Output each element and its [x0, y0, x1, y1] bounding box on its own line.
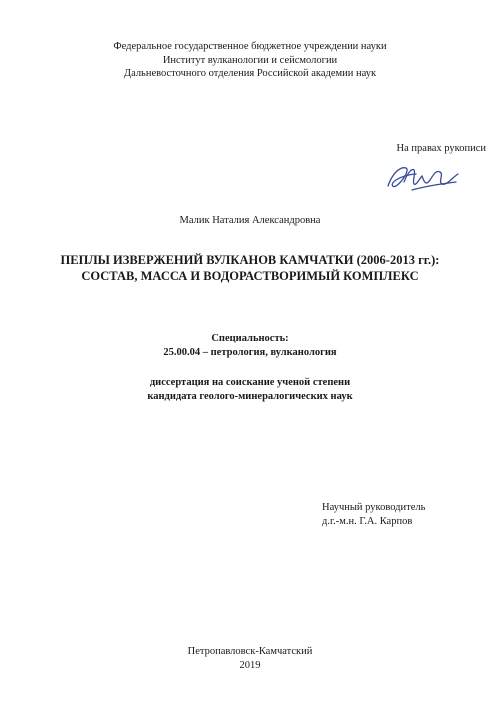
- year: 2019: [239, 659, 261, 671]
- degree-line-2: кандидата геолого-минералогических наук: [147, 390, 353, 402]
- supervisor-block: [322, 501, 425, 529]
- signature-icon: [382, 160, 462, 194]
- org-line-2: Институт вулканологии и сейсмологии: [162, 54, 338, 66]
- manuscript-rights-note: На правах рукописи: [396, 143, 486, 154]
- organization-header: [0, 40, 500, 81]
- title-line-2: СОСТАВ, МАССА И ВОДОРАСТВОРИМЫЙ КОМПЛЕКС: [81, 269, 419, 283]
- city-name: Петропавловск-Камчатский: [187, 646, 313, 657]
- supervisor-label: Научный руководитель: [322, 502, 426, 513]
- org-line-3: Дальневосточного отделения Российской академии наук: [123, 68, 377, 79]
- specialty-value: 25.00.04 – петрология, вулканология: [163, 346, 337, 358]
- title-line-1: ПЕПЛЫ ИЗВЕРЖЕНИЙ ВУЛКАНОВ КАМЧАТКИ (2006-2013 гг.):: [60, 253, 440, 267]
- author-name: Малик Наталия Александровна: [179, 215, 321, 226]
- specialty-block: [0, 332, 500, 359]
- specialty-label: Специальность:: [211, 333, 289, 344]
- thesis-title: [0, 252, 500, 284]
- supervisor-name: д.г.-м.н. Г.А. Карпов: [322, 516, 413, 527]
- degree-line-1: диссертация на соискание ученой степени: [149, 377, 351, 388]
- place-and-year: [0, 645, 500, 672]
- degree-statement: [0, 376, 500, 403]
- org-line-1: Федеральное государственное бюджетное учреждении науки: [113, 41, 387, 52]
